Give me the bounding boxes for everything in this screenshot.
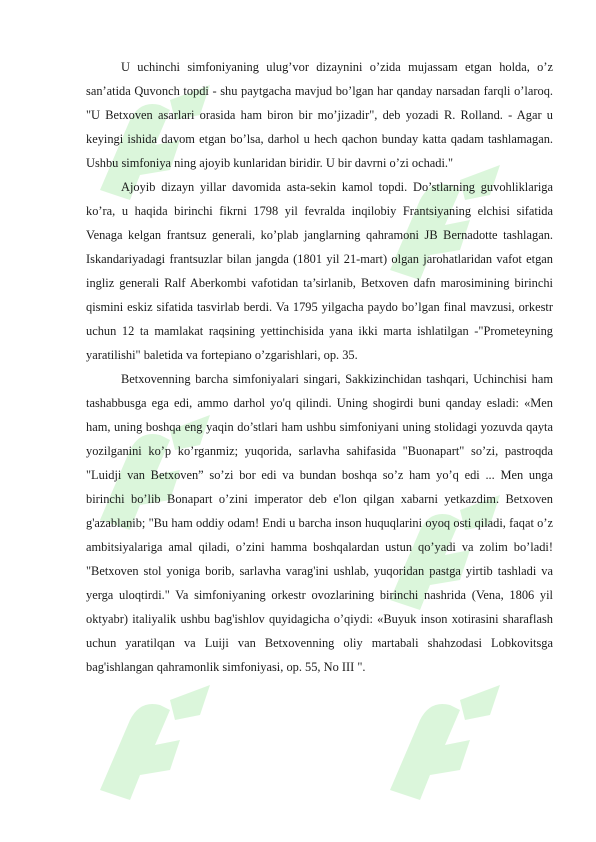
watermark-logo-bottom-left xyxy=(70,660,240,820)
paragraph-2: Ajoyib dizayn yillar davomida asta-sekin kamol topdi. Do’stlarning guvohliklariga ko’ra, u haqida birinchi fikrni 1798 yil fevralda inqilobiy Frantsiyaning elchisi sifatida Venaga kelgan frantsuz generali, ko’plab janglarning qahramoni JB Bernadotte tashlagan. Iskandariyadagi frantsuzlar bilan jangda (1801 yil 21-mart) olgan jarohatlaridan vafot etgan ingliz generali Ralf Aberkombi vafotidan ta’sirlanib, Betxoven dafn marosimining birinchi qismini eskiz sifatida tasvirlab berdi. Va 1795 yilgacha paydo bo’lgan final mavzusi, orkestr uchun 12 ta mamlakat raqsining yettinchisida yana ikki marta ishlatilgan -"Prometeyning yaratilishi" baletida va fortepiano o’zgarishlari, op. 35. xyxy=(86,180,553,362)
document-body xyxy=(86,55,553,679)
watermark-logo-bottom-right xyxy=(360,660,530,820)
paragraph-3: Betxovenning barcha simfoniyalari singari, Sakkizinchidan tashqari, Uchinchisi ham tashabbusga ega edi, ammo darhol yo'q qilindi. Uning shogirdi buni qanday esladi: «Men ham, uning boshqa eng yaqin do’stlari ham ushbu simfoniyani uning stolidagi yozuvda qayta yozilganini ko’p ko’rganmiz; yuqorida, sarlavha sahifasida "Buonapart" so’zi, pastroqda "Luidji van Betxoven” so’zi bor edi va bundan boshqa so’z ham yo’q edi ... Men unga birinchi bo’lib Bonapart o’zini imperator deb e'lon qilgan xabarni yetkazdim. Betxoven g'azablanib; "Bu ham oddiy odam! Endi u barcha inson huquqlarini oyoq osti qiladi, faqat o’z ambitsiyalariga amal qiladi, o’zini hamma boshqalardan ustun qo’yadi va zolim bo’ladi! "Betxoven stol yoniga borib, sarlavha varag'ini ushlab, yuqoridan pastga yirtib tashladi va yerga uloqtirdi." Va simfoniyaning orkestr ovozlarining birinchi nashrida (Vena, 1806 yil oktyabr) italiyalik ushbu bag'ishlov quyidagicha o’qiydi: «Buyuk inson xotirasini sharaflash uchun yaratilqan va Luiji van Betxovenning oliy martabali shahzodasi Lobkovitsga bag'ishlangan qahramonlik simfoniyasi, op. 55, No III ". xyxy=(86,372,553,674)
paragraph-1: U uchinchi simfoniyaning ulug’vor dizaynini o’zida mujassam etgan holda, o’z san’atida Quvonch topdi - shu paytgacha mavjud bo’lgan har qanday narsadan farqli o’laroq. "U Betxoven asarlari orasida ham biron bir mo’jizadir", deb yozadi R. Rolland. - Agar u keyingi ishida davom etgan bo’lsa, darhol u hech qachon bunday katta qadam tashlamagan. Ushbu simfoniya ning ajoyib kunlaridan biridir. U bir davrni o’zi ochadi." xyxy=(86,60,553,170)
